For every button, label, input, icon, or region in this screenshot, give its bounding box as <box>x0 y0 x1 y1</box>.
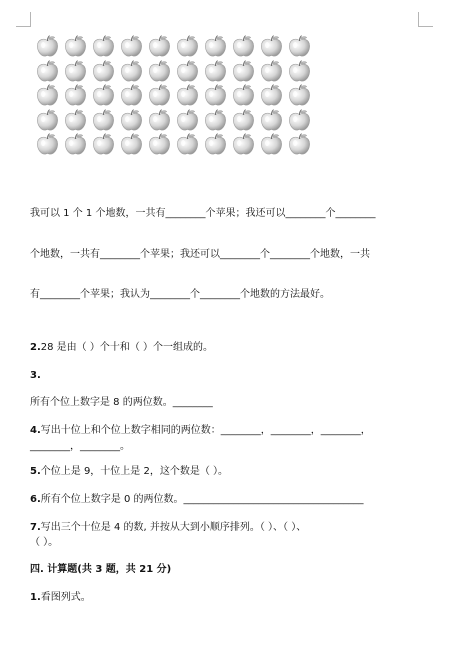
paragraph-line-2: 个地数，一共有________个苹果；我还可以________个________个地数，一共 <box>30 249 370 260</box>
apple-icon <box>33 83 61 108</box>
apple-icon <box>201 83 229 108</box>
apple-icon <box>201 34 229 59</box>
paragraph-line-1: 我可以 1 个 1 个地数，一共有________个苹果；我还可以________个________ <box>30 208 376 219</box>
apple-icon <box>89 108 117 133</box>
apple-icon <box>257 34 285 59</box>
question-7-continued <box>30 536 420 550</box>
apple-icon <box>229 83 257 108</box>
apple-icon <box>285 132 313 157</box>
question-3 <box>30 369 420 383</box>
question-number: 6. <box>30 494 41 505</box>
apple-icon <box>61 132 89 157</box>
apple-icon <box>285 108 313 133</box>
question-2 <box>30 341 420 355</box>
apple-icon <box>145 108 173 133</box>
apple-icon <box>89 83 117 108</box>
apple-icon <box>229 59 257 84</box>
apple-icon <box>117 108 145 133</box>
apple-icon <box>173 132 201 157</box>
apple-icon <box>145 34 173 59</box>
apple-icon <box>201 132 229 157</box>
apple-icon <box>229 108 257 133</box>
apple-icon <box>285 59 313 84</box>
page-corner-mark-top-left <box>16 12 31 27</box>
apple-icon <box>145 83 173 108</box>
apple-icon <box>257 83 285 108</box>
apple-icon <box>173 34 201 59</box>
apple-icon <box>33 34 61 59</box>
question-4 <box>30 424 420 438</box>
question-text: （ ）。 <box>30 537 59 548</box>
question-text: 个位上是 9，十位上是 2，这个数是（ ）。 <box>40 466 229 477</box>
apple-icon <box>61 34 89 59</box>
question-text: 写出三个十位是 4 的数, 并按从大到小顺序排列。（ ）、（ ）、 <box>40 522 307 533</box>
apple-icon <box>61 83 89 108</box>
question-number: 1. <box>30 592 41 603</box>
apple-icon <box>145 132 173 157</box>
question-text: ________，________。 <box>30 441 130 452</box>
apple-icon <box>201 59 229 84</box>
apple-icon <box>61 59 89 84</box>
apple-icon <box>173 83 201 108</box>
question-text: 看图列式。 <box>40 592 91 603</box>
question-4-continued <box>30 440 420 454</box>
question-text: 写出十位上和个位上数字相同的两位数：________，________，________， <box>40 425 371 436</box>
question-text: 28 是由（ ）个十和（ ）个一组成的。 <box>40 342 214 353</box>
apple-icon <box>33 59 61 84</box>
question-calc-1 <box>30 591 420 605</box>
apple-icon <box>173 59 201 84</box>
apple-icon <box>117 132 145 157</box>
apple-icon <box>61 108 89 133</box>
apple-figure <box>33 34 313 157</box>
apple-icon <box>117 34 145 59</box>
apple-icon <box>89 34 117 59</box>
page-corner-mark-top-right <box>418 12 433 27</box>
question-number: 2. <box>30 342 41 353</box>
question-number: 3. <box>30 370 41 381</box>
question-6 <box>30 493 420 507</box>
apple-icon <box>257 59 285 84</box>
question-5 <box>30 465 420 479</box>
question-number: 5. <box>30 466 41 477</box>
apple-icon <box>229 132 257 157</box>
apple-icon <box>257 108 285 133</box>
question-text: 所有个位上数字是 0 的两位数。____________________________________ <box>40 494 364 505</box>
apple-icon <box>229 34 257 59</box>
question-7 <box>30 521 420 535</box>
apple-icon <box>117 83 145 108</box>
apple-icon <box>33 132 61 157</box>
paragraph-line-3: 有________个苹果；我认为________个________个地数的方法最好。 <box>30 289 330 300</box>
question-text: 所有个位上数字是 8 的两位数。________ <box>30 397 213 408</box>
apple-icon <box>173 108 201 133</box>
apple-icon <box>145 59 173 84</box>
question-number: 7. <box>30 522 41 533</box>
apple-icon <box>257 132 285 157</box>
apple-icon <box>33 108 61 133</box>
apple-icon <box>285 83 313 108</box>
section-heading: 四. 计算题(共 3 题，共 21 分) <box>30 564 172 575</box>
apple-icon <box>285 34 313 59</box>
question-number: 4. <box>30 425 41 436</box>
question-3-item <box>30 396 420 410</box>
apple-icon <box>89 132 117 157</box>
apple-icon <box>201 108 229 133</box>
apple-icon <box>117 59 145 84</box>
apple-icon <box>89 59 117 84</box>
